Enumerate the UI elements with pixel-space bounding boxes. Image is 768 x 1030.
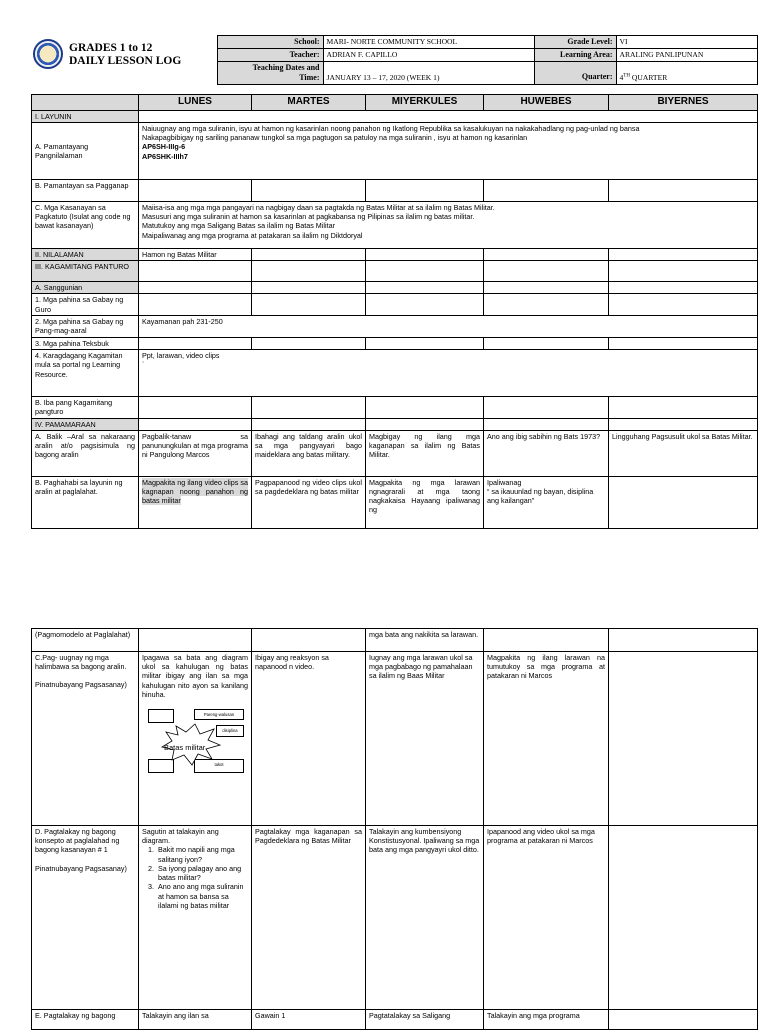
- label-gabay-ng-guro: 1. Mga pahina sa Gabay ng Guro: [32, 294, 139, 315]
- logo-block: [31, 36, 217, 85]
- label-paghahabi-sa-layunin: B. Paghahabi sa layunin ng aralin at paglalahat.: [32, 476, 139, 528]
- logo-title-line1: GRADES 1 to 12: [69, 41, 153, 54]
- teacher-label: Teacher:: [217, 49, 323, 62]
- section-nilalaman: II. NILALAMAN: [32, 249, 139, 261]
- quarter-label: Quarter:: [534, 62, 616, 84]
- pagmomodelo-miyerkules: mga bata ang nakikita sa larawan.: [366, 629, 484, 652]
- pagtalakay-miyerkules: Talakayin ang kumbensiyong Konstistusyonal. Ipaliwang sa mga bata ang mga pangyayri ukol ditto.: [366, 826, 484, 1010]
- quarter-value: 4TH QUARTER: [616, 62, 757, 84]
- label-balik-aral: A. Balik –Aral sa nakaraang aralin at/o pagsisimula ng bagong aralin: [32, 430, 139, 476]
- pamantayang-pangnilalaman-content: Naiuugnay ang mga suliranin, isyu at hamon ng kasarinlan noong panahon ng Ikatlong Republika sa kasalukuyan na nakakahadlang ng pag-unlad ng bansa Nakapagbibigay ng sariling pananaw tungkol sa mga pagtugon sa patuloy na mga suliranin , isyu at hamon ng kasarinlan AP6SH-IIIg-6 AP6SHK-IIIh7: [139, 123, 758, 180]
- pagtalakay2-huwebes: Talakayin ang mga programa: [484, 1010, 609, 1030]
- learning-area-label: Learning Area:: [534, 49, 616, 62]
- teaching-time-label: Time:: [299, 73, 320, 83]
- school-label: School:: [217, 36, 323, 49]
- paghahabi-miyerkules: Magpakita ng mga larawan ngnagrarali at mga taong nagkakaisa Hayaang ipaliwanag ng: [366, 476, 484, 528]
- grade-level-value: VI: [616, 36, 757, 49]
- diagram-box-takot: takot: [194, 759, 244, 773]
- lesson-table-page2: [31, 628, 757, 1030]
- diagram-box-disiplina: disiplina: [216, 725, 244, 737]
- grade-level-label: Grade Level:: [534, 36, 616, 49]
- diagram-starburst: [142, 707, 250, 777]
- day-header-miyerkules: MIYERKULES: [366, 95, 484, 111]
- balik-aral-lunes: Pagbalik-tanaw sa panunungkulan at mga programa ni Pangulong Marcos: [139, 430, 252, 476]
- nilalaman-content: Hamon ng Batas Militar: [139, 249, 252, 261]
- day-header-biyernes: BIYERNES: [609, 95, 758, 111]
- pagtalakay-huwebes: Ipapanood ang video ukol sa mga programa at patakaran ni Marcos: [484, 826, 609, 1010]
- pagtalakay-martes: Pagtalakay mga kaganapan sa Pagdedeklara ng Batas Militar: [252, 826, 366, 1010]
- label-pagtalakay-2: E. Pagtalakay ng bagong: [32, 1010, 139, 1030]
- diagram-center-label: Batas militar: [164, 743, 206, 753]
- label-pamantayan-sa-pagganap: B. Pamantayan sa Pagganap: [32, 180, 139, 202]
- learning-area-value: ARALING PANLIPUNAN: [616, 49, 757, 62]
- label-iba-pang-kagamitan: B. Iba pang Kagamitang pangturo: [32, 397, 139, 418]
- karagdagang-kagamitan-content: Ppt, larawan, video clips `: [139, 350, 758, 397]
- balik-aral-huwebes: Ano ang ibig sabihin ng Bats 1973?: [484, 430, 609, 476]
- batas-militar-diagram: [142, 707, 248, 789]
- label-pag-uugnay: C.Pag- uugnay ng mga halimbawa sa bagong aralin. Pinatnubayang Pagsasanay): [32, 652, 139, 826]
- balik-aral-martes: Ibahagi ang taldang aralin ukol sa mga pangyayari bago maideklara ang batas military.: [252, 430, 366, 476]
- pagtalakay2-miyerkules: Pagtatalakay sa Saligang: [366, 1010, 484, 1030]
- school-value: MARI- NORTE COMMUNITY SCHOOL: [323, 36, 534, 49]
- dll-header: [31, 35, 757, 85]
- balik-aral-miyerkules: Magbigay ng ilang mga kaganapan sa ilalim ng Batas Militar.: [366, 430, 484, 476]
- label-kasanayan-sa-pagkatuto: C. Mga Kasanayan sa Pagkatuto (Isulat ang code ng bawat kasanayan): [32, 202, 139, 249]
- day-header-martes: MARTES: [252, 95, 366, 111]
- pag-uugnay-lunes: Ipagawa sa bata ang diagram ukol sa kahulugan ng batas militar ibigay ang ilan sa mga kahulugan nito ayon sa kanilang hinuha. Pareng-walusan disiplina takot Batas militar: [139, 652, 252, 826]
- label-pamantayang-pangnilalaman: A. Pamantayang Pangnilalaman: [32, 123, 139, 180]
- label-sanggunian: A. Sanggunian: [32, 282, 139, 294]
- discussion-question-1: 1. Bakit mo napili ang mga salitang iyon?: [156, 845, 248, 863]
- paghahabi-lunes: Magpakita ng ilang video clips sa kagnapan noong panahon ng batas militar: [142, 477, 248, 506]
- pagtalakay2-martes: Gawain 1: [252, 1010, 366, 1030]
- lesson-table-page1: [31, 94, 757, 529]
- label-teksbuk: 3. Mga pahina Teksbuk: [32, 337, 139, 349]
- day-header-huwebes: HUWEBES: [484, 95, 609, 111]
- day-header-lunes: LUNES: [139, 95, 252, 111]
- kasanayan-sa-pagkatuto-content: Maiisa-isa ang mga mga pangayari na nagbigay daan sa pagtakda ng Batas Militar at sa ilalim ng Batas Militar. Masusuri ang mga suliranin at hamon sa kasarinlan at pagkabansa ng Pilipinas sa ilalim ng batas militar. Matutukoy ang mga Saligang Batas sa ilalim ng Batas Militar Maipaliwanag ang mga programa at patakaran sa ilalim ng Diktdoryal: [139, 202, 758, 249]
- pag-uugnay-huwebes: Magpakita ng ilang larawan na tumutukoy sa mga programa at patakaran ni Marcos: [484, 652, 609, 826]
- label-gabay-ng-mag-aaral: 2. Mga pahina sa Gabay ng Pang-mag-aaral: [32, 315, 139, 337]
- gabay-ng-mag-aaral-content: Kayamanan pah 231-250: [139, 315, 758, 337]
- paghahabi-martes: Pagpapanood ng video clips ukol sa pagdedeklara ng batas militar: [252, 476, 366, 528]
- pag-uugnay-miyerkules: Iugnay ang mga larawan ukol sa mga pagbabago ng pamahalaan sa ilalim ng Baas Militar: [366, 652, 484, 826]
- teaching-dates-value: JANUARY 13 – 17, 2020 (WEEK 1): [323, 62, 534, 84]
- pagtalakay-lunes: Sagutin at talakayin ang diagram. 1. Bakit mo napili ang mga salitang iyon? 2. Sa iyong palagay ano ang batas militar? 3. Ano ano ang mga suliranin at hamon sa bansa sa ilalami ng batas militar: [139, 826, 252, 1010]
- teacher-value: ADRIAN F. CAPILLO: [323, 49, 534, 62]
- diagram-box-pareng: Pareng-walusan: [194, 709, 244, 720]
- teaching-dates-label: Teaching Dates and: [252, 63, 320, 73]
- pagtalakay2-lunes: Talakayin ang ilan sa: [139, 1010, 252, 1030]
- paghahabi-huwebes: Ipaliwanag “ sa ikauunlad ng bayan, disiplina ang kailangan”: [484, 476, 609, 528]
- deped-seal-icon: [33, 39, 63, 69]
- label-pagmomodelo: (Pagmomodelo at Paglalahat): [32, 629, 139, 652]
- discussion-question-3: 3. Ano ano ang mga suliranin at hamon sa bansa sa ilalami ng batas militar: [156, 882, 248, 910]
- section-kagamitang-panturo: III. KAGAMITANG PANTURO: [32, 261, 139, 282]
- section-pamamaraan: IV. PAMAMARAAN: [32, 418, 139, 430]
- label-pagtalakay-1: D. Pagtalakay ng bagong konsepto at paglalahad ng bagong kasanayan # 1 Pinatnubayang Pagsasanay): [32, 826, 139, 1010]
- pag-uugnay-martes: Ibigay ang reaksyon sa napanood n video.: [252, 652, 366, 826]
- section-layunin: I. LAYUNIN: [32, 110, 139, 122]
- logo-title-line2: DAILY LESSON LOG: [69, 54, 182, 67]
- discussion-question-2: 2. Sa iyong palagay ano ang batas militar?: [156, 864, 248, 882]
- label-karagdagang-kagamitan: 4. Karagdagang Kagamitan mula sa portal ng Learning Resource.: [32, 350, 139, 397]
- balik-aral-biyernes: Lingguhang Pagsusulit ukol sa Batas Militar.: [609, 430, 758, 476]
